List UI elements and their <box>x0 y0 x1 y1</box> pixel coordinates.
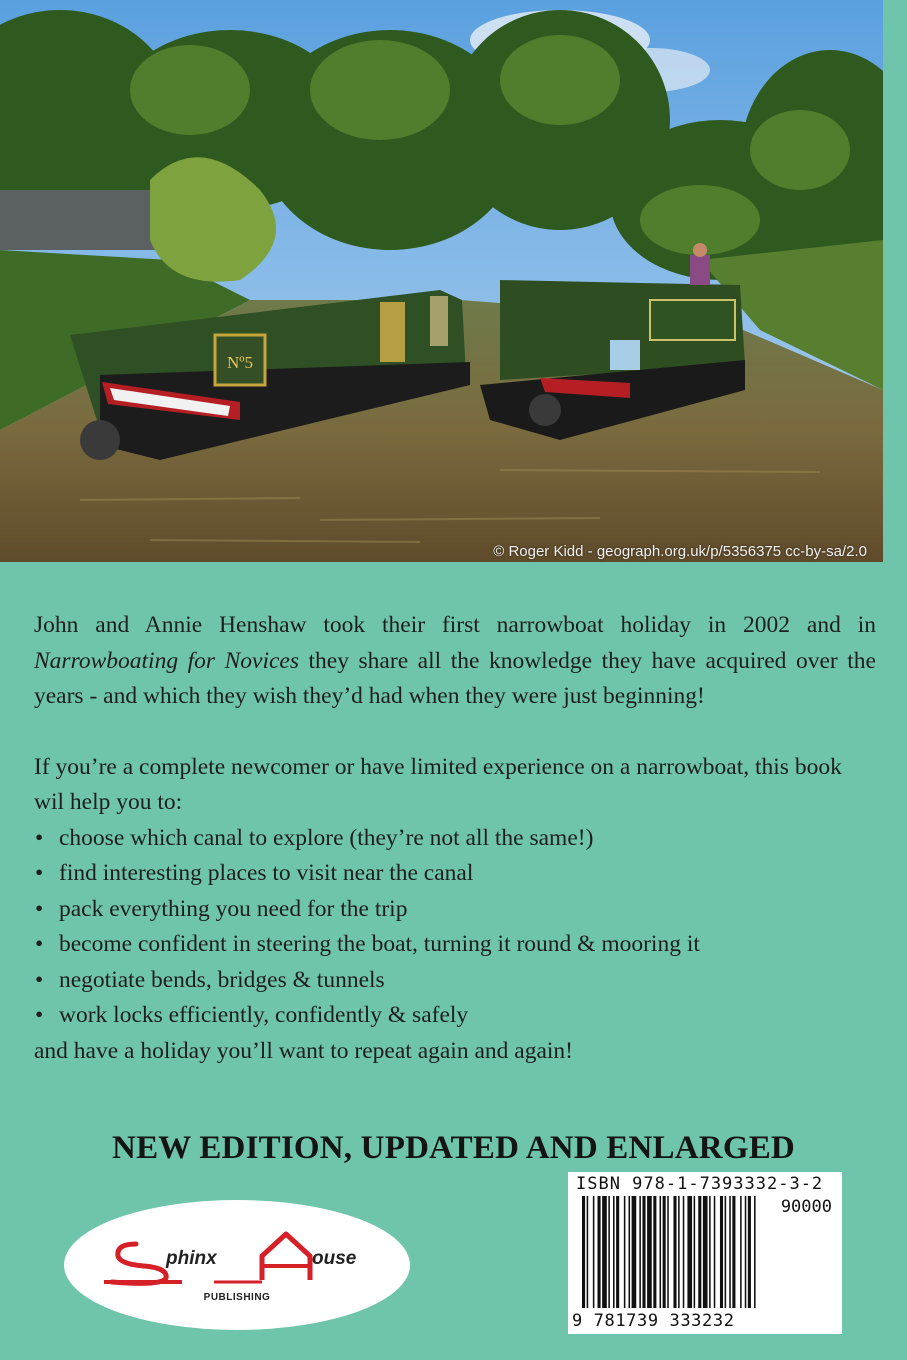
isbn-barcode <box>568 1172 842 1334</box>
barcode-bar <box>629 1196 631 1308</box>
barcode-bar <box>632 1196 637 1308</box>
barcode-bar <box>624 1196 626 1308</box>
barcode-bar <box>745 1196 747 1308</box>
barcode-bar <box>639 1196 641 1308</box>
barcode-bar <box>613 1196 615 1308</box>
barcode-bar <box>663 1196 666 1308</box>
barcode-bar <box>653 1196 656 1308</box>
barcode-bar <box>673 1196 676 1308</box>
barcode-bar <box>598 1196 601 1308</box>
barcode-bar <box>678 1196 680 1308</box>
barcode-bar <box>709 1196 711 1308</box>
closing-line: and have a holiday you’ll want to repeat again and again! <box>34 1037 573 1064</box>
benefits-list <box>34 821 876 1034</box>
list-item: • work locks efficiently, confidently & safely <box>34 998 876 1034</box>
publisher-word-1: phinx <box>166 1248 217 1269</box>
svg-text:Nº5: Nº5 <box>226 353 254 372</box>
barcode-bar <box>667 1196 669 1308</box>
barcode-bar <box>725 1196 727 1308</box>
barcode-bar <box>720 1196 723 1308</box>
barcode-bar <box>642 1196 645 1308</box>
price-code: 90000 <box>780 1197 832 1217</box>
barcode-bar <box>616 1196 619 1308</box>
barcode-bar <box>647 1196 652 1308</box>
publisher-word-2: ouse <box>312 1248 357 1269</box>
list-item: • find interesting places to visit near the canal <box>34 856 876 892</box>
barcode-bar <box>582 1196 585 1308</box>
ean-number: 9 781739 333232 <box>572 1311 735 1331</box>
barcode-bar <box>729 1196 731 1308</box>
intro-paragraph: John and Annie Henshaw took their first narrowboat holiday in 2002 and in Narrowboating for Novices they share all the knowledge they have acquired over the years - and which they wish they’d had when they were just beginning! <box>34 612 876 709</box>
list-item: • choose which canal to explore (they’re not all the same!) <box>34 821 876 857</box>
barcode-bar <box>593 1196 595 1308</box>
back-cover-blurb <box>34 608 876 1069</box>
photo-credit: © Roger Kidd - geograph.org.uk/p/5356375 cc-by-sa/2.0 <box>493 543 867 560</box>
barcode-bar <box>602 1196 607 1308</box>
barcode-bar <box>694 1196 696 1308</box>
barcode-bar <box>698 1196 701 1308</box>
barcode-bar <box>703 1196 708 1308</box>
sphinx-house-mark <box>64 1200 410 1330</box>
cover-photo <box>0 0 883 562</box>
barcode-bar <box>740 1196 742 1308</box>
barcode-bar <box>748 1196 751 1308</box>
barcode-bar <box>732 1196 735 1308</box>
barcode-bar <box>754 1196 756 1308</box>
barcode-bar <box>660 1196 662 1308</box>
publisher-tagline: PUBLISHING <box>203 1292 271 1303</box>
barcode-bar <box>714 1196 716 1308</box>
list-item: • negotiate bends, bridges & tunnels <box>34 963 876 999</box>
narrowboats-photo <box>0 0 883 562</box>
list-item: • become confident in steering the boat, turning it round & mooring it <box>34 927 876 963</box>
edition-banner: NEW EDITION, UPDATED AND ENLARGED <box>112 1130 795 1166</box>
barcode-bar <box>683 1196 685 1308</box>
isbn-text: ISBN 978-1-7393332-3-2 <box>576 1174 824 1194</box>
book-title: Narrowboating for Novices <box>34 647 299 674</box>
barcode-bar <box>608 1196 610 1308</box>
list-item: • pack everything you need for the trip <box>34 892 876 928</box>
benefits-intro: If you’re a complete newcomer or have limited experience on a narrowboat, this book wil help you to: <box>34 753 842 815</box>
barcode-bar <box>687 1196 692 1308</box>
publisher-logo <box>64 1200 410 1330</box>
barcode-bar <box>587 1196 589 1308</box>
